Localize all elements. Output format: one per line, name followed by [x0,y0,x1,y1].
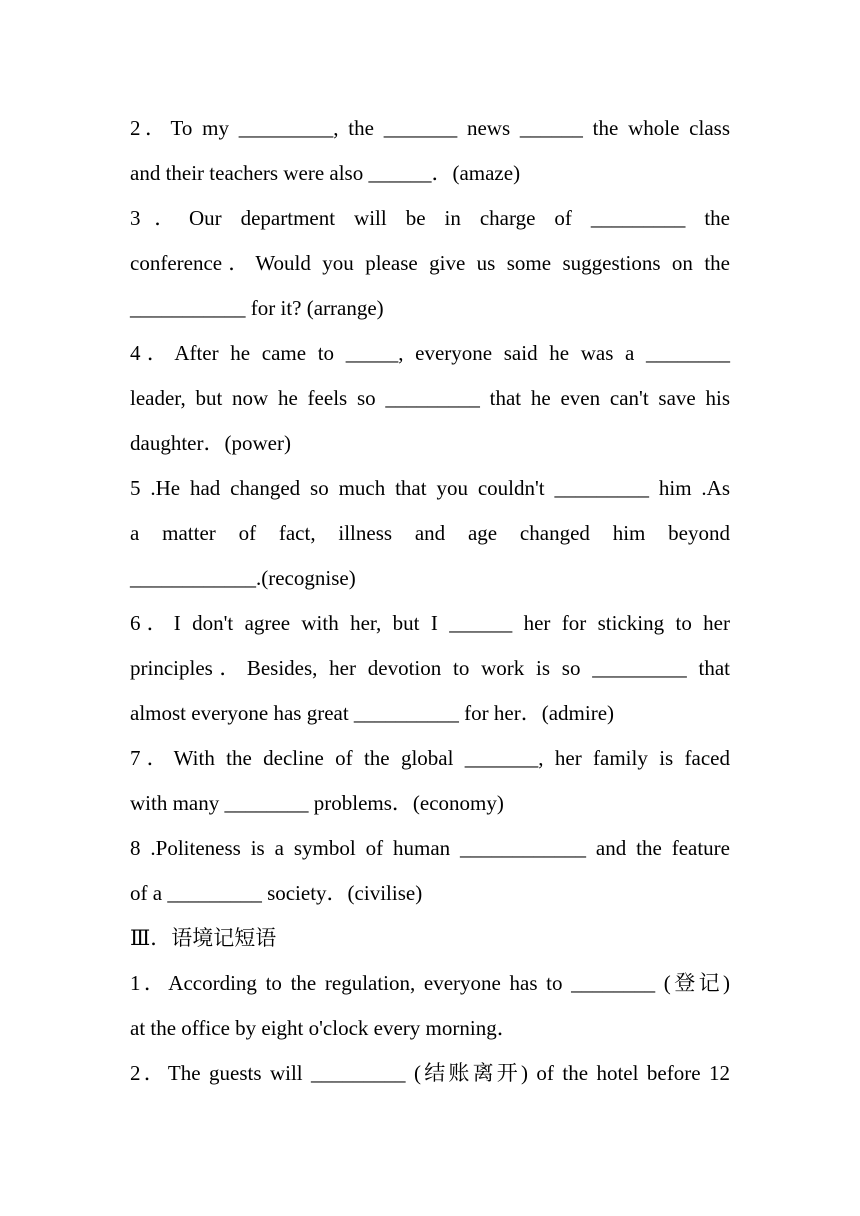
text-line: 8 .Politeness is a symbol of human ____________ and the feature [130,836,730,860]
text-line: daughter．(power) [130,431,291,455]
text-line: ___________ for it? (arrange) [130,296,384,320]
text-line: conference．Would you please give us some suggestions on the [130,251,730,275]
text-line: 6．I don't agree with her, but I ______ her for sticking to her [130,611,730,635]
section-heading: Ⅲ．语境记短语 [130,926,277,950]
text-line: principles．Besides, her devotion to work is so _________ that [130,656,730,680]
text-line: and their teachers were also ______．(amaze) [130,161,521,185]
text-line: of a _________ society．(civilise) [130,881,423,905]
text-line: with many ________ problems．(economy) [130,791,504,815]
text-line: ____________.(recognise) [130,566,356,590]
document-page [130,106,730,1096]
text-line: 2．To my _________, the _______ news ______ the whole class [130,116,730,140]
text-line: 1．According to the regulation, everyone has to ________ (登记) [130,971,730,995]
text-line: 7．With the decline of the global _______, her family is faced [130,746,730,770]
text-line: 5 .He had changed so much that you couldn't _________ him .As [130,476,730,500]
text-line: 3．Our department will be in charge of _________ the [130,206,730,230]
text-line: leader, but now he feels so _________ that he even can't save his [130,386,730,410]
text-line: at the office by eight o'clock every morning． [130,1016,518,1040]
text-line: almost everyone has great __________ for her．(admire) [130,701,615,725]
text-line: 4．After he came to _____, everyone said he was a ________ [130,341,730,365]
text-line: a matter of fact, illness and age changed him beyond [130,521,730,545]
text-line: 2．The guests will _________ (结账离开) of the hotel before 12 [130,1061,730,1085]
